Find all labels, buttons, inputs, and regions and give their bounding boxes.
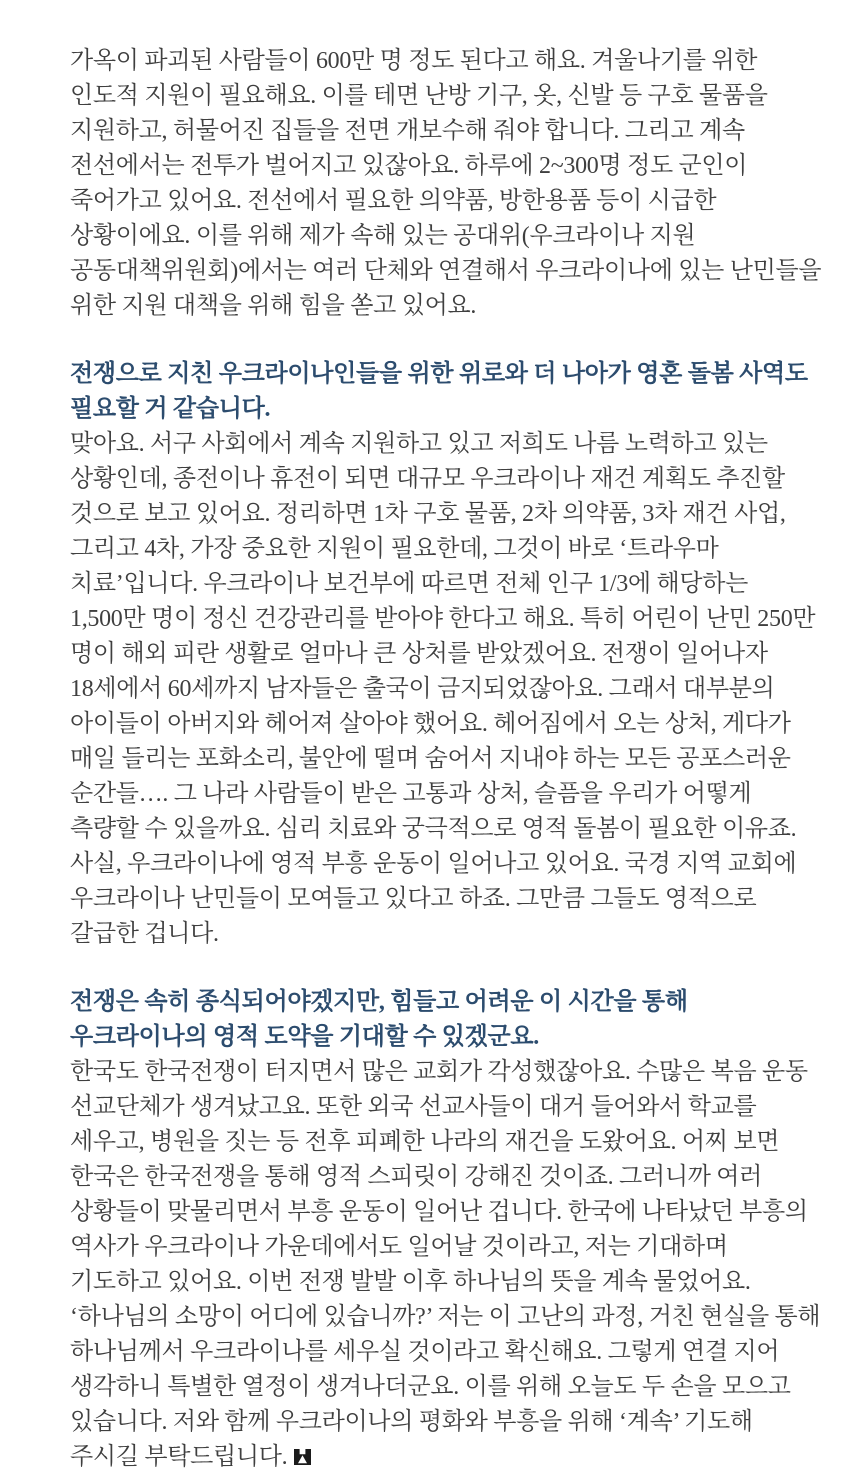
interview-question-1: 전쟁으로 지친 우크라이나인들을 위한 위로와 더 나아가 영혼 돌봄 사역도 필요할 거 같습니다.	[70, 361, 808, 422]
interview-question-2: 전쟁은 속히 종식되어야겠지만, 힘들고 어려운 이 시간을 통해 우크라이나의 영적 도약을 기대할 수 있겠군요.	[70, 989, 688, 1050]
qa-block-2	[70, 985, 824, 1475]
qa-block-1	[70, 357, 824, 952]
article-end-icon	[294, 1449, 311, 1465]
answer-paragraph-2	[70, 1055, 824, 1475]
intro-answer-paragraph: 가옥이 파괴된 사람들이 600만 명 정도 된다고 해요. 겨울나기를 위한 인도적 지원이 필요해요. 이를 테면 난방 기구, 옷, 신발 등 구호 물품을 지원하고, 허물어진 집들을 전면 개보수해 줘야 합니다. 그리고 계속 전선에서는 전투가 벌어지고 있잖아요. 하루에 2~300명 정도 군인이 죽어가고 있어요. 전선에서 필요한 의약품, 방한용품 등이 시급한 상황이에요. 이를 위해 제가 속해 있는 공대위(우크라이나 지원 공동대책위원회)에서는 여러 단체와 연결해서 우크라이나에 있는 난민들을 위한 지원 대책을 위해 힘을 쏟고 있어요.	[70, 48, 822, 319]
answer-paragraph-1: 맞아요. 서구 사회에서 계속 지원하고 있고 저희도 나름 노력하고 있는 상황인데, 종전이나 휴전이 되면 대규모 우크라이나 재건 계획도 추진할 것으로 보고 있어요. 정리하면 1차 구호 물품, 2차 의약품, 3차 재건 사업, 그리고 4차, 가장 중요한 지원이 필요한데, 그것이 바로 ‘트라우마 치료’입니다. 우크라이나 보건부에 따르면 전체 인구 1/3에 해당하는 1,500만 명이 정신 건강관리를 받아야 한다고 해요. 특히 어린이 난민 250만 명이 해외 피란 생활로 얼마나 큰 상처를 받았겠어요. 전쟁이 일어나자 18세에서 60세까지 남자들은 출국이 금지되었잖아요. 그래서 대부분의 아이들이 아버지와 헤어져 살아야 했어요. 헤어짐에서 오는 상처, 게다가 매일 들리는 포화소리, 불안에 떨며 숨어서 지내야 하는 모든 공포스러운 순간들…. 그 나라 사람들이 받은 고통과 상처, 슬픔을 우리가 어떻게 측량할 수 있을까요. 심리 치료와 궁극적으로 영적 돌봄이 필요한 이유죠. 사실, 우크라이나에 영적 부흥 운동이 일어나고 있어요. 국경 지역 교회에 우크라이나 난민들이 모여들고 있다고 하죠. 그만큼 그들도 영적으로 갈급한 겁니다.	[70, 431, 816, 947]
answer-text: 한국도 한국전쟁이 터지면서 많은 교회가 각성했잖아요. 수많은 복음 운동 선교단체가 생겨났고요. 또한 외국 선교사들이 대거 들어와서 학교를 세우고, 병원을 짓는 등 전후 피폐한 나라의 재건을 도왔어요. 어찌 보면 한국은 한국전쟁을 통해 영적 스피릿이 강해진 것이죠. 그러니까 여러 상황들이 맞물리면서 부흥 운동이 일어난 겁니다. 한국에 나타났던 부흥의 역사가 우크라이나 가운데에서도 일어날 것이라고, 저는 기대하며 기도하고 있어요. 이번 전쟁 발발 이후 하나님의 뜻을 계속 물었어요. ‘하나님의 소망이 어디에 있습니까?’ 저는 이 고난의 과정, 거친 현실을 통해 하나님께서 우크라이나를 세우실 것이라고 확신해요. 그렇게 연결 지어 생각하니 특별한 열정이 생겨나더군요. 이를 위해 오늘도 두 손을 모으고 있습니다. 저와 함께 우크라이나의 평화와 부흥을 위해 ‘계속’ 기도해 주시길 부탁드립니다.	[70, 1059, 821, 1470]
